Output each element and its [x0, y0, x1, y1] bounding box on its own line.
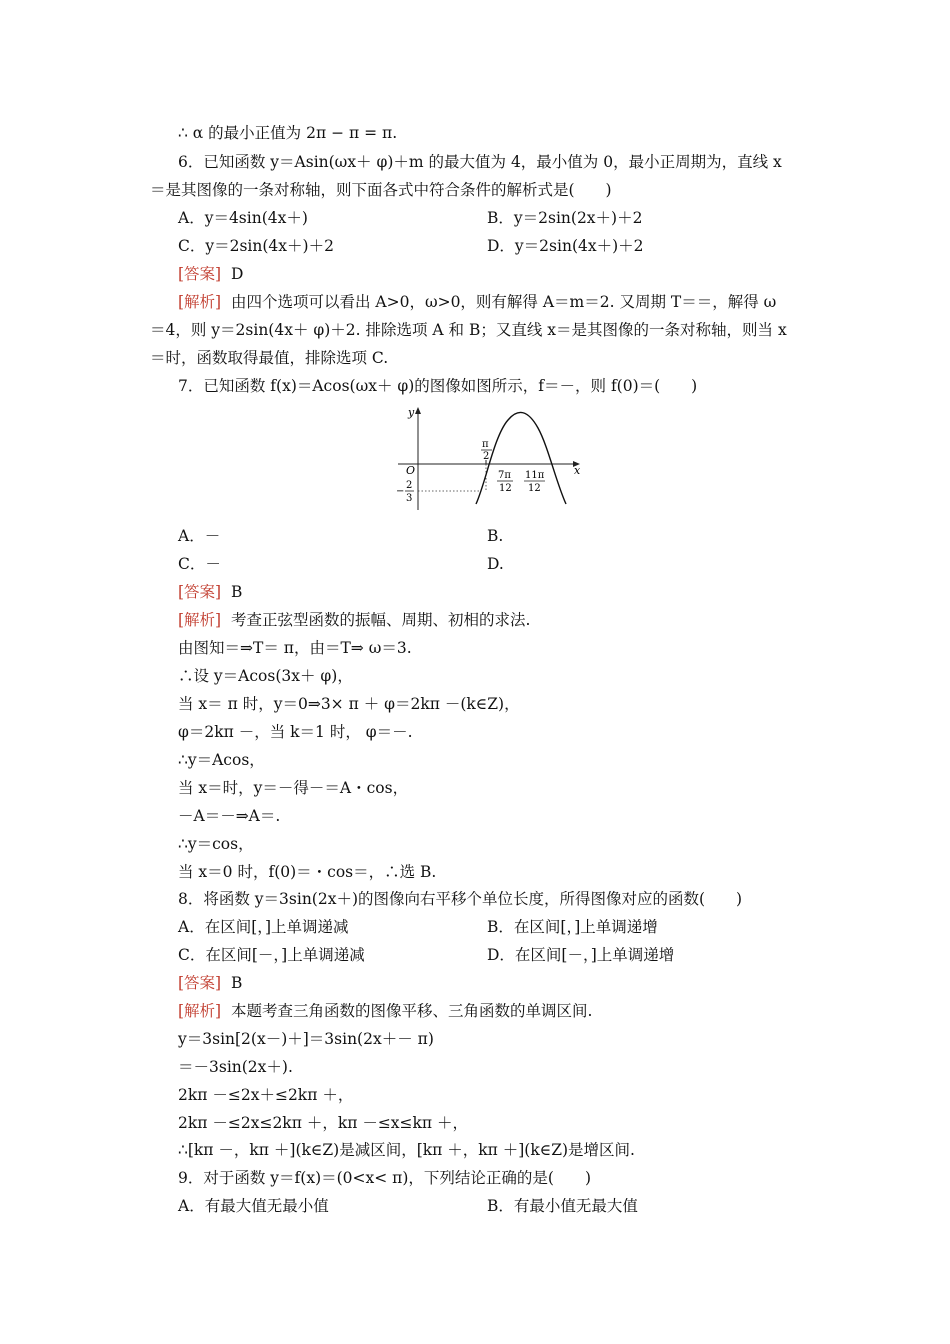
option-7b: B.: [487, 527, 504, 545]
question-9-stem: 9．对于函数 y＝f(x)＝(0<x< π)，下列结论正确的是( ): [178, 1169, 591, 1187]
answer-tag: [答案]: [178, 974, 222, 992]
question-6-stem: 6．已知函数 y＝Asin(ωx＋ φ)＋m 的最大值为 4，最小值为 0，最小正周期为，直线 x: [178, 153, 782, 171]
option-7d: D.: [487, 555, 504, 573]
option-7a: A．－: [178, 527, 221, 545]
tick-label-neg-num: 2: [406, 480, 413, 491]
answer-tag: [答案]: [178, 265, 222, 283]
answer-value: B: [230, 583, 243, 601]
option-8c: C．在区间[－，]上单调递减: [178, 946, 365, 964]
option-8b: B．在区间[，]上单调递增: [487, 918, 658, 936]
explanation-tag: [解析]: [178, 611, 222, 629]
tick-label-neg-den: 3: [406, 493, 413, 504]
answer-6: [178, 264, 243, 284]
explanation-8-line: ∴[kπ －，kπ ＋](k∈Z)是减区间，[kπ ＋，kπ ＋](k∈Z)是增区间.: [178, 1141, 635, 1159]
explanation-7-line: ∴y＝Acos，: [178, 751, 265, 769]
option-7c: C．－: [178, 555, 221, 573]
explanation-7-line: ∴设 y＝Acos(3x＋ φ)，: [178, 667, 353, 685]
explanation-7-line: 当 x＝ π 时，y＝0⇒3× π ＋ φ＝2kπ －(k∈Z)，: [178, 695, 520, 713]
tick-label-pi2-den: 2: [483, 451, 490, 462]
answer-8: [178, 973, 242, 993]
question-6-stem-cont: ＝是其图像的一条对称轴，则下面各式中符合条件的解析式是( ): [150, 181, 612, 199]
option-6a: A．y＝4sin(4x＋): [178, 209, 308, 227]
explanation-tag: [解析]: [178, 1002, 222, 1020]
answer-value: D: [230, 265, 244, 283]
explanation-text: 由四个选项可以看出 A>0，ω>0，则有解得 A＝m＝2. 又周期 T＝＝，解得 ω: [230, 293, 777, 311]
question-8-stem: 8．将函数 y＝3sin(2x＋)的图像向右平移个单位长度，所得图像对应的函数( ): [178, 890, 743, 908]
answer-value: B: [230, 974, 243, 992]
tick-label-7pi-num: 7π: [498, 470, 511, 481]
option-6c: C．y＝2sin(4x＋)＋2: [178, 237, 334, 255]
tick-label-11pi-den: 12: [528, 483, 541, 494]
option-8d: D．在区间[－，]上单调递增: [487, 946, 675, 964]
option-8a: A．在区间[，]上单调递减: [178, 918, 349, 936]
option-9b: B．有最小值无最大值: [487, 1197, 638, 1215]
explanation-6-line: [178, 292, 776, 312]
option-6b: B．y＝2sin(2x＋)＋2: [487, 209, 643, 227]
explanation-8-line: 2kπ －≤2x≤2kπ ＋，kπ －≤x≤kπ ＋，: [178, 1114, 469, 1132]
explanation-7-line: 由图知＝⇒T＝ π，由＝T⇒ ω＝3.: [178, 639, 412, 657]
explanation-7-line: －A＝－⇒A＝.: [178, 807, 281, 825]
cosine-curve: [476, 412, 566, 504]
tick-label-pi2-num: π: [482, 439, 489, 450]
question-7-stem: 7．已知函数 f(x)＝Acos(ωx＋ φ)的图像如图所示，f＝－，则 f(0)＝( ): [178, 377, 698, 395]
explanation-text: 考查正弦型函数的振幅、周期、初相的求法.: [230, 611, 531, 629]
explanation-6-line: ＝4，则 y＝2sin(4x＋ φ)＋2. 排除选项 A 和 B；又直线 x＝是其图像的一条对称轴，则当 x: [150, 321, 787, 339]
tick-label-11pi-num: 11π: [525, 470, 545, 481]
explanation-tag: [解析]: [178, 293, 222, 311]
tick-label-7pi-den: 12: [499, 483, 512, 494]
explanation-8-line: ＝－3sin(2x＋).: [178, 1058, 293, 1076]
explanation-8-line: [178, 1001, 592, 1021]
explanation-8-line: 2kπ －≤2x＋≤2kπ ＋，: [178, 1086, 354, 1104]
explanation-7-line: ∴y＝cos，: [178, 835, 254, 853]
y-axis-arrow: [415, 407, 421, 414]
x-axis-label: x: [574, 464, 581, 477]
explanation-7-line: [178, 610, 530, 630]
answer-7: [178, 582, 242, 602]
explanation-7-line: φ＝2kπ －，当 k＝1 时， φ＝－.: [178, 723, 413, 741]
explanation-7-line: 当 x＝时，y＝－得－＝A・cos，: [178, 779, 409, 797]
explanation-6-line: ＝时，函数取得最值，排除选项 C.: [150, 349, 389, 367]
option-6d: D．y＝2sin(4x＋)＋2: [487, 237, 644, 255]
answer-tag: [答案]: [178, 583, 222, 601]
cosine-graph-figure: [394, 402, 586, 514]
origin-label: O: [406, 464, 416, 477]
explanation-text: 本题考查三角函数的图像平移、三角函数的单调区间.: [230, 1002, 593, 1020]
neg-sign: −: [396, 486, 405, 497]
y-axis-label: y: [408, 406, 415, 419]
explanation-7-line: 当 x＝0 时，f(0)＝・cos＝，∴选 B.: [178, 863, 437, 881]
explanation-8-line: y＝3sin[2(x－)＋]＝3sin(2x＋－ π): [178, 1030, 434, 1048]
option-9a: A．有最大值无最小值: [178, 1197, 329, 1215]
text-line: ∴ α 的最小正值为 2π − π = π.: [178, 124, 398, 142]
